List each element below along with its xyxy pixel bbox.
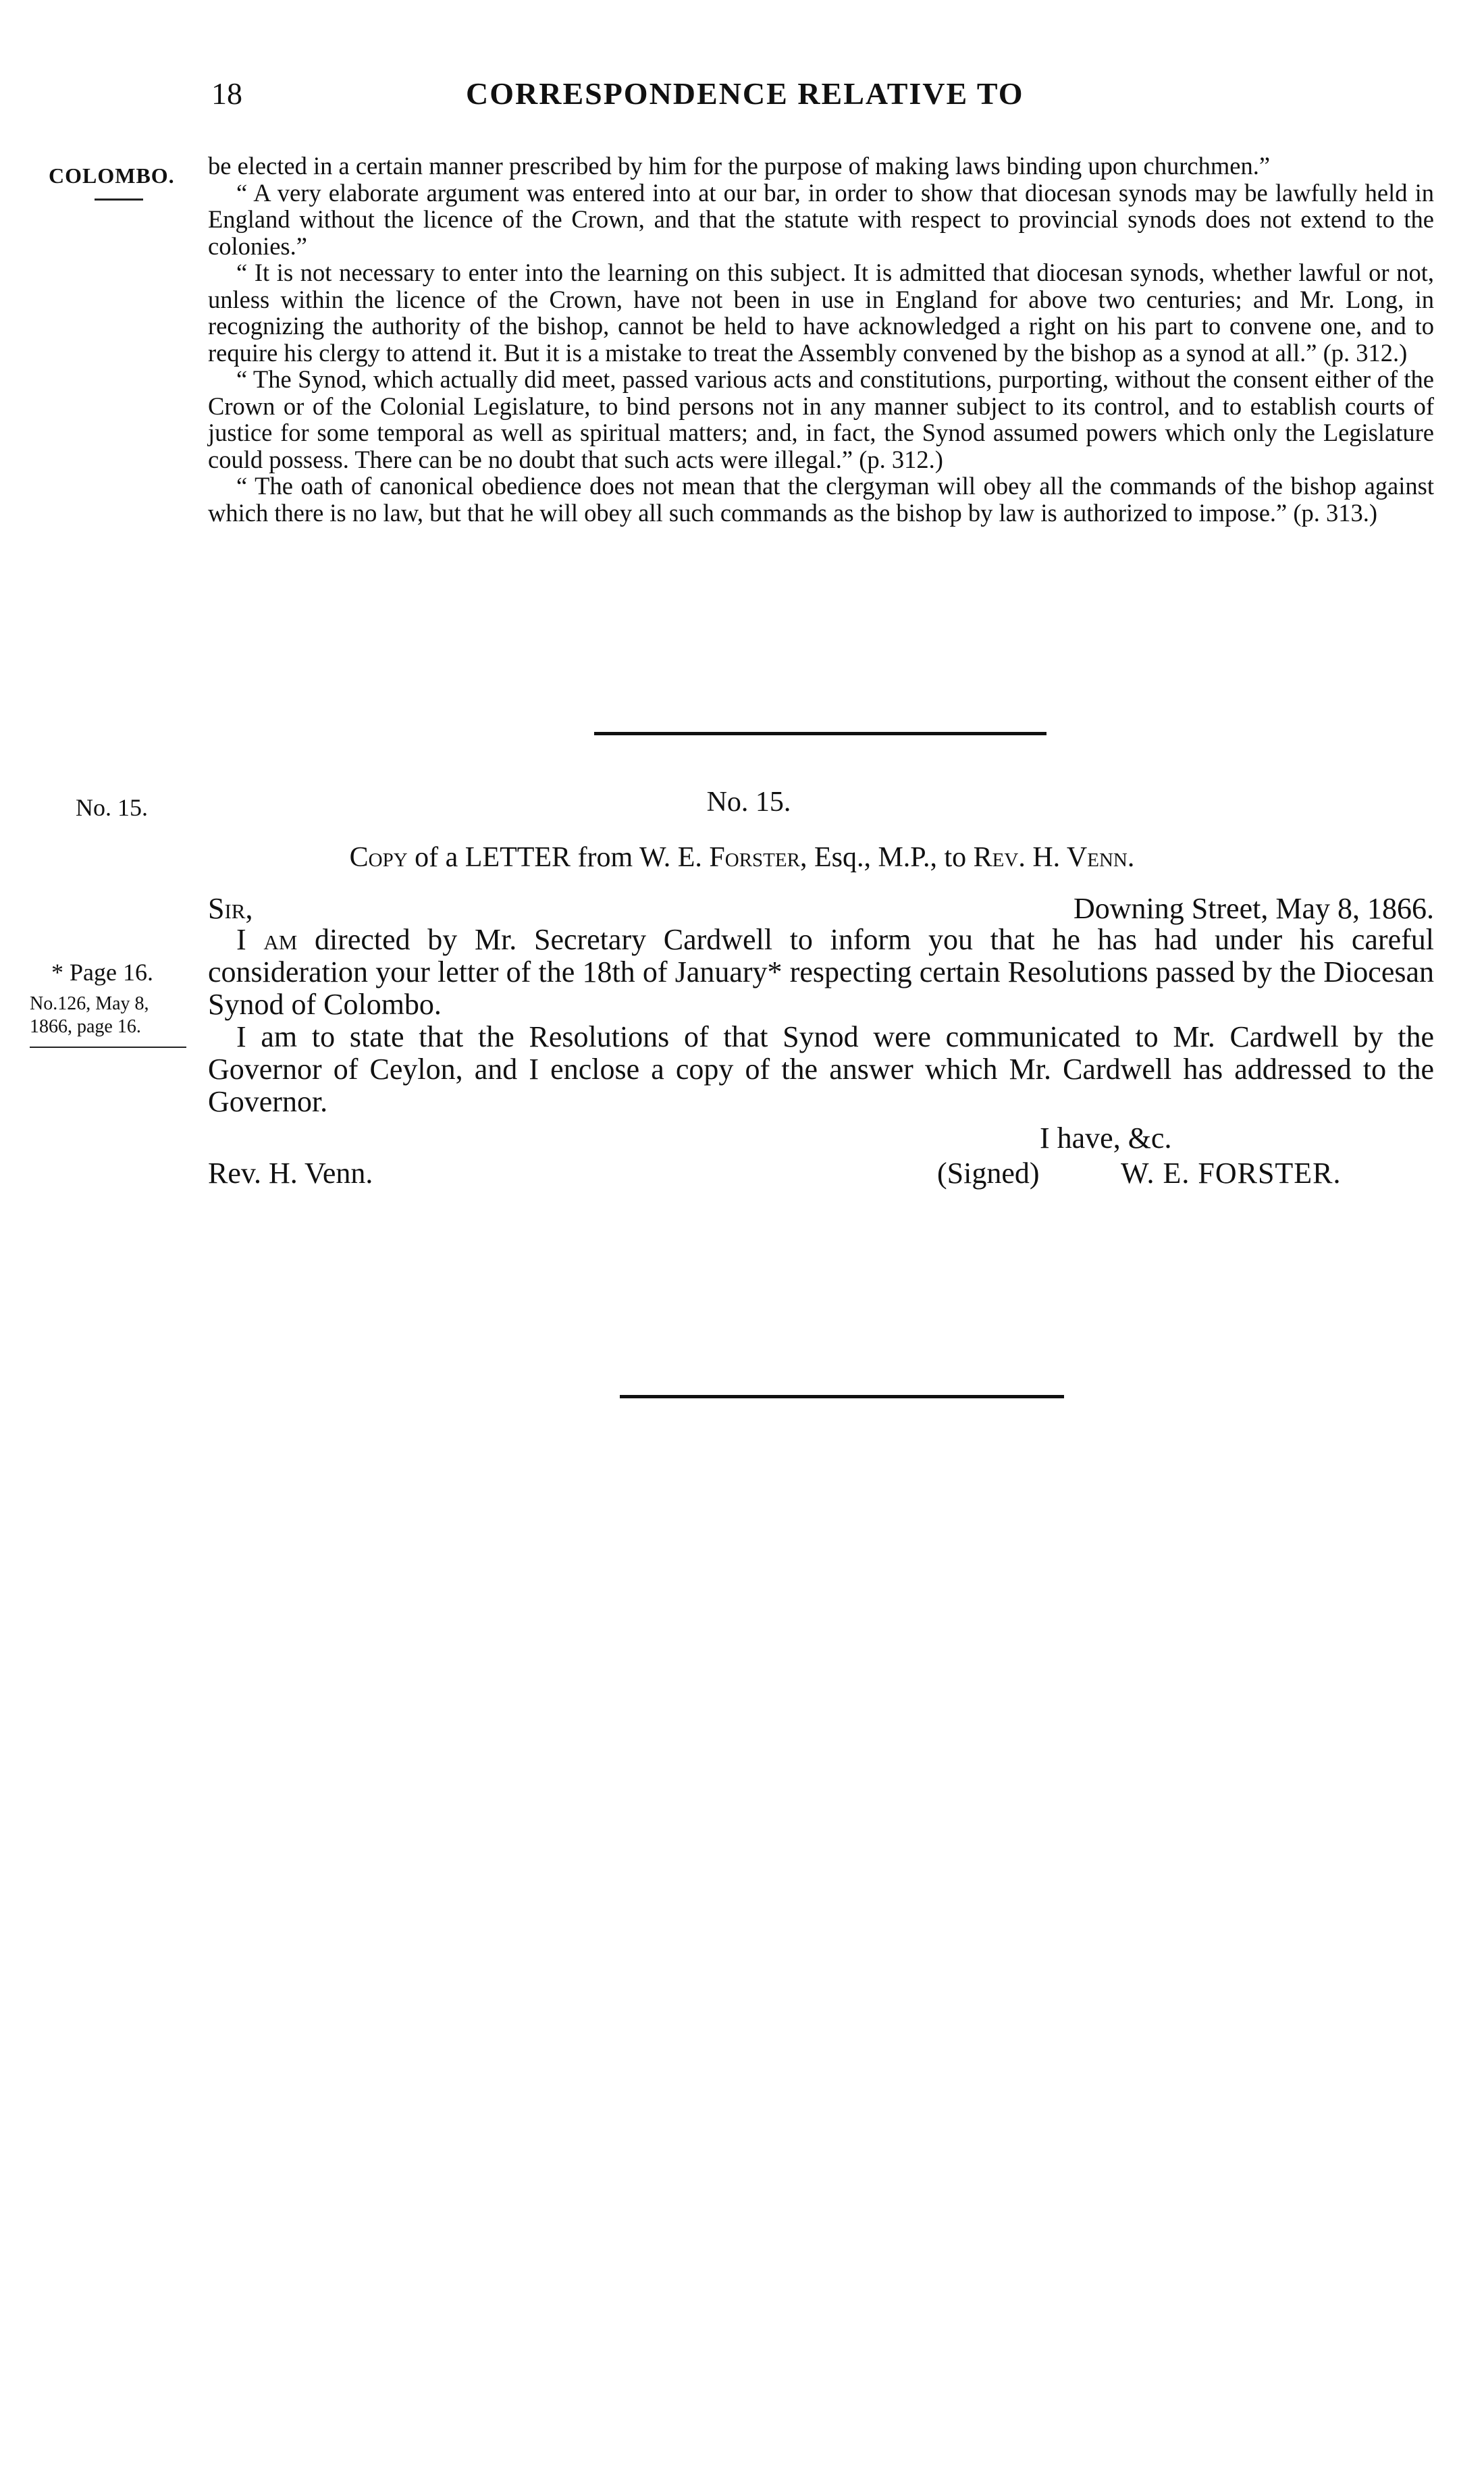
margin-note-colombo: COLOMBO. — [49, 163, 175, 188]
letter-paragraph: I am directed by Mr. Secretary Cardwell to inform you that he has had under his careful consideration your letter of the 18th of January* respecting certain Resolutions passed by the Diocesan Synod of Colombo. — [208, 923, 1434, 1021]
quoted-paragraph: “ The oath of canonical obedience does not mean that the clergyman will obey all the commands of the bishop against which there is no law, but that he will obey all such commands as the bishop by law is authorized to impose.” (p. 313.) — [208, 472, 1434, 527]
running-title: CORRESPONDENCE RELATIVE TO — [466, 76, 1024, 111]
signatory: W. E. FORSTER. — [1121, 1157, 1342, 1190]
section-divider — [594, 732, 1046, 735]
signed-label: (Signed) — [937, 1157, 1040, 1190]
letter-body — [208, 924, 1434, 1118]
margin-note-reference: No.126, May 8, 1866, page 16. — [30, 993, 149, 1037]
margin-note-page16: * Page 16. — [51, 959, 153, 986]
margin-note-reference-rule — [30, 1047, 186, 1048]
letter-paragraph: I am to state that the Resolutions of that Synod were communicated to Mr. Cardwell by the Governor of Ceylon, and I enclose a copy of the answer which Mr. Cardwell has addressed to the Governor. — [208, 1020, 1434, 1118]
quoted-paragraph: “ It is not necessary to enter into the learning on this subject. It is admitted that diocesan synods, whether lawful or not, unless within the licence of the Crown, have not been in use in England for above two centuries; and Mr. Long, in recognizing the authority of the bishop, cannot be held to have acknowledged a right on his part to convene one, and to require his clergy to attend it. But it is a mistake to treat the Assembly convened by the bishop as a synod at all.” (p. 312.) — [208, 259, 1434, 367]
page-number: 18 — [211, 76, 242, 111]
quoted-paragraph: “ A very elaborate argument was entered into at our bar, in order to show that diocesan synods may be lawfully held in England without the licence of the Crown, and that the statute with respect to provincial synods does not extend to the colonies.” — [208, 178, 1434, 260]
letter-number-heading: No. 15. — [706, 787, 791, 818]
letter-title: Copy of a LETTER from W. E. Forster, Esq., M.P., to Rev. H. Venn. — [349, 842, 1135, 873]
quoted-paragraph: be elected in a certain manner prescribed by him for the purpose of making laws binding upon churchmen.” — [208, 152, 1271, 180]
recipient: Rev. H. Venn. — [208, 1157, 373, 1190]
salutation: Sir, — [208, 892, 253, 925]
address-date: Downing Street, May 8, 1866. — [1073, 892, 1434, 925]
quoted-paragraph: “ The Synod, which actually did meet, passed various acts and constitutions, purporting, without the consent either of the Crown or of the Colonial Legislature, to bind persons not in any manner subject to its control, and to establish courts of justice for some temporal as well as spiritual matters; and, in fact, the Synod assumed powers which only the Legislature could possess. There can be no doubt that such acts were illegal.” (p. 312.) — [208, 365, 1434, 473]
margin-note-no15: No. 15. — [76, 794, 148, 821]
end-divider — [620, 1395, 1064, 1398]
closing: I have, &c. — [1040, 1121, 1172, 1155]
margin-note-rule — [95, 199, 143, 201]
quoted-judgment-block — [208, 153, 1434, 526]
